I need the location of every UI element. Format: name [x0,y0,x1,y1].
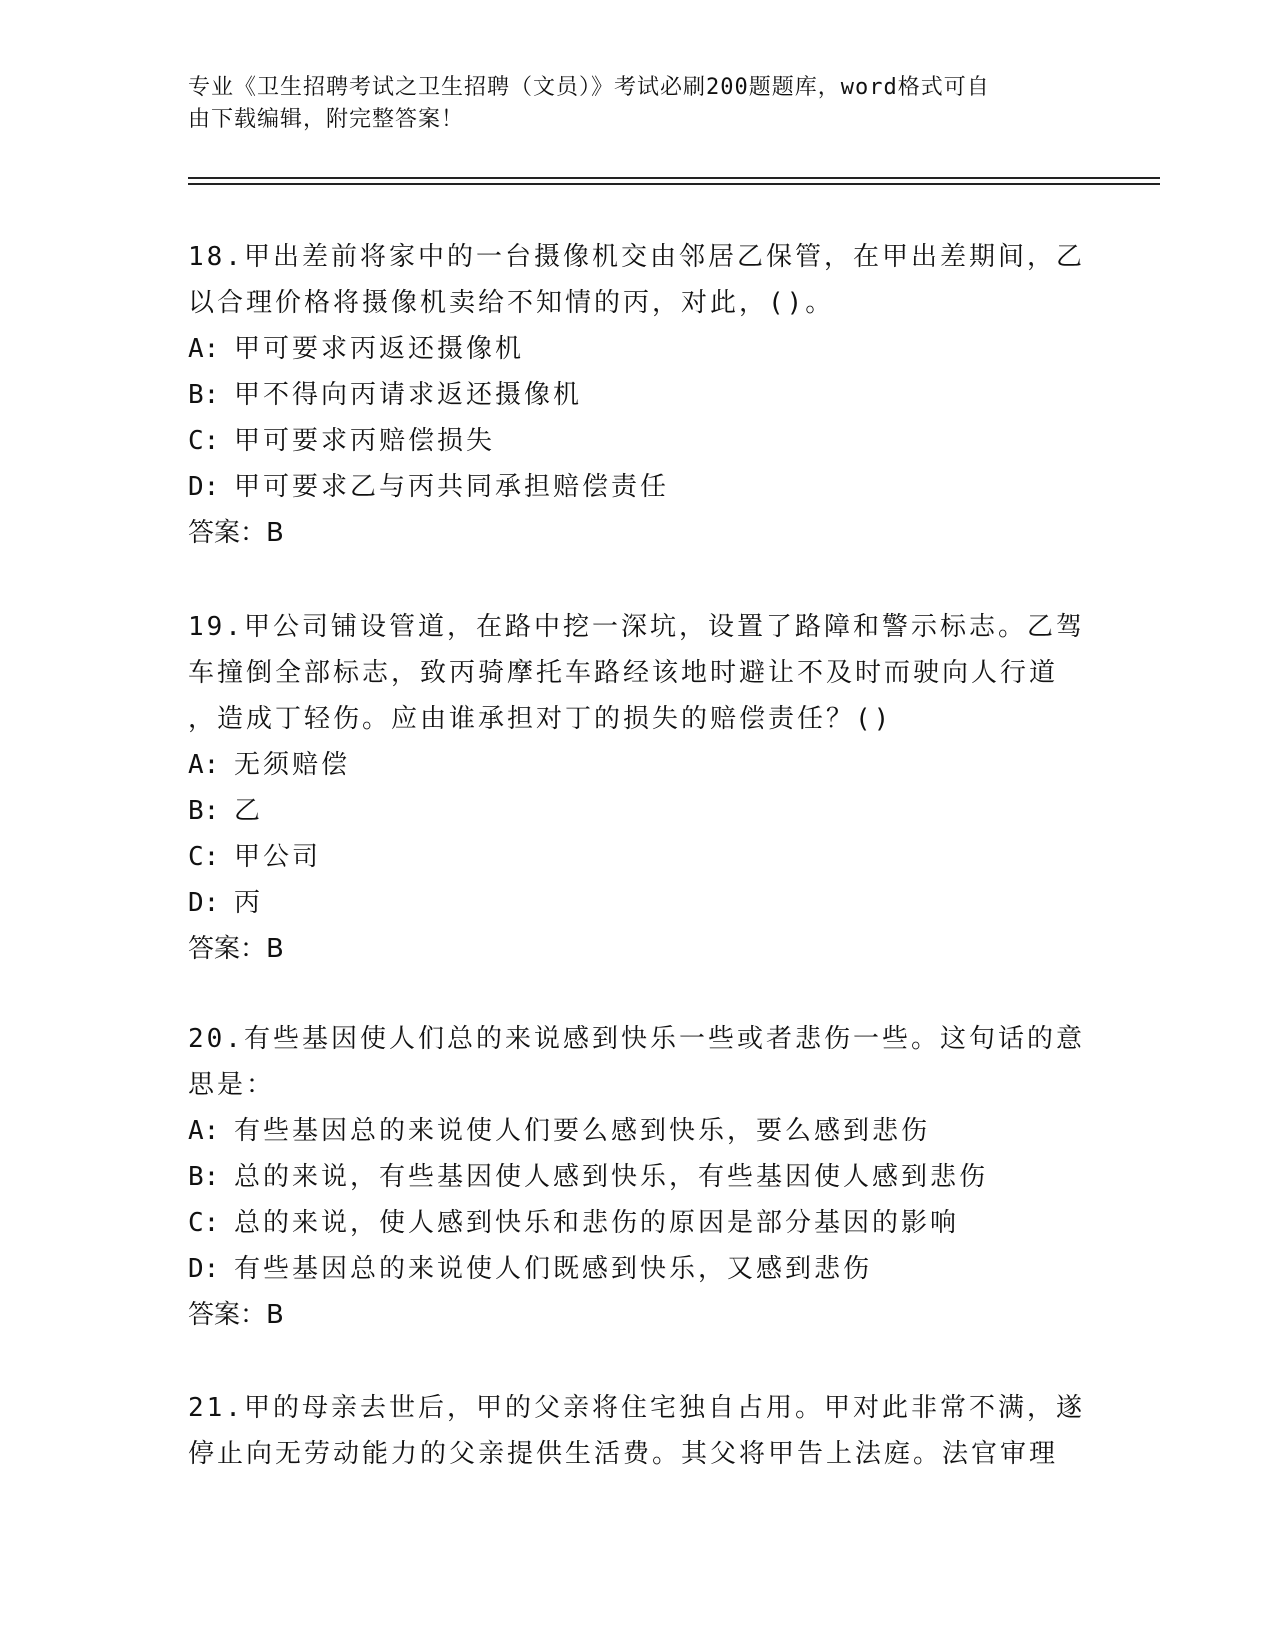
option-text: 乙 [234,796,264,826]
option-text: 甲可要求丙返还摄像机 [234,334,525,364]
option-letter: B: [188,1162,220,1192]
question-text-line: 思是： [188,1070,276,1100]
question-text-line: 21.甲的母亲去世后，甲的父亲将住宅独自占用。甲对此非常不满，遂 [188,1393,1085,1423]
question-text-line: 18.甲出差前将家中的一台摄像机交由邻居乙保管，在甲出差期间，乙 [188,242,1085,272]
question-text-line: 车撞倒全部标志，致丙骑摩托车路经该地时避让不及时而驶向人行道 [188,658,1059,688]
header-line-2: 由下载编辑，附完整答案！ [188,107,465,132]
option-text: 有些基因总的来说使人们既感到快乐，又感到悲伤 [234,1254,873,1284]
question-19 [188,604,1088,972]
option-text: 有些基因总的来说使人们要么感到快乐，要么感到悲伤 [234,1116,931,1146]
option-text: 无须赔偿 [234,750,351,780]
option-letter: A: [188,750,220,780]
header-line-1: 专业《卫生招聘考试之卫生招聘（文员）》考试必刷200题题库，word格式可自 [188,75,990,100]
option-letter: B: [188,796,220,826]
option-letter: D: [188,888,220,918]
question-18 [188,234,1088,556]
option-c [188,1200,1088,1246]
option-b [188,372,1088,418]
header-divider-top [188,177,1160,179]
option-text: 甲可要求丙赔偿损失 [234,426,496,456]
option-text: 甲公司 [234,842,322,872]
document-header [188,72,1088,136]
option-letter: D: [188,472,220,502]
option-letter: C: [188,1208,220,1238]
option-letter: A: [188,334,220,364]
header-divider-bottom [188,183,1160,185]
option-a [188,742,1088,788]
question-21 [188,1385,1088,1477]
option-b [188,788,1088,834]
question-text-line: 停止向无劳动能力的父亲提供生活费。其父将甲告上法庭。法官审理 [188,1439,1059,1469]
option-letter: C: [188,426,220,456]
option-letter: B: [188,380,220,410]
option-d [188,1246,1088,1292]
option-text: 甲不得向丙请求返还摄像机 [234,380,583,410]
question-20 [188,1016,1088,1338]
answer-line: 答案：B [188,1300,284,1330]
option-letter: A: [188,1116,220,1146]
option-d [188,880,1088,926]
question-text-line: 20.有些基因使人们总的来说感到快乐一些或者悲伤一些。这句话的意 [188,1024,1085,1054]
question-text-line: 19.甲公司铺设管道，在路中挖一深坑，设置了路障和警示标志。乙驾 [188,612,1085,642]
option-letter: D: [188,1254,220,1284]
option-a [188,326,1088,372]
option-c [188,418,1088,464]
option-text: 甲可要求乙与丙共同承担赔偿责任 [234,472,670,502]
option-c [188,834,1088,880]
option-d [188,464,1088,510]
option-text: 总的来说，有些基因使人感到快乐，有些基因使人感到悲伤 [234,1162,989,1192]
question-text-line: ，造成丁轻伤。应由谁承担对丁的损失的赔偿责任？() [188,704,893,734]
answer-line: 答案：B [188,934,284,964]
option-letter: C: [188,842,220,872]
option-text: 丙 [234,888,264,918]
option-a [188,1108,1088,1154]
answer-line: 答案：B [188,518,284,548]
question-text-line: 以合理价格将摄像机卖给不知情的丙，对此，()。 [188,288,835,318]
option-b [188,1154,1088,1200]
option-text: 总的来说，使人感到快乐和悲伤的原因是部分基因的影响 [234,1208,960,1238]
